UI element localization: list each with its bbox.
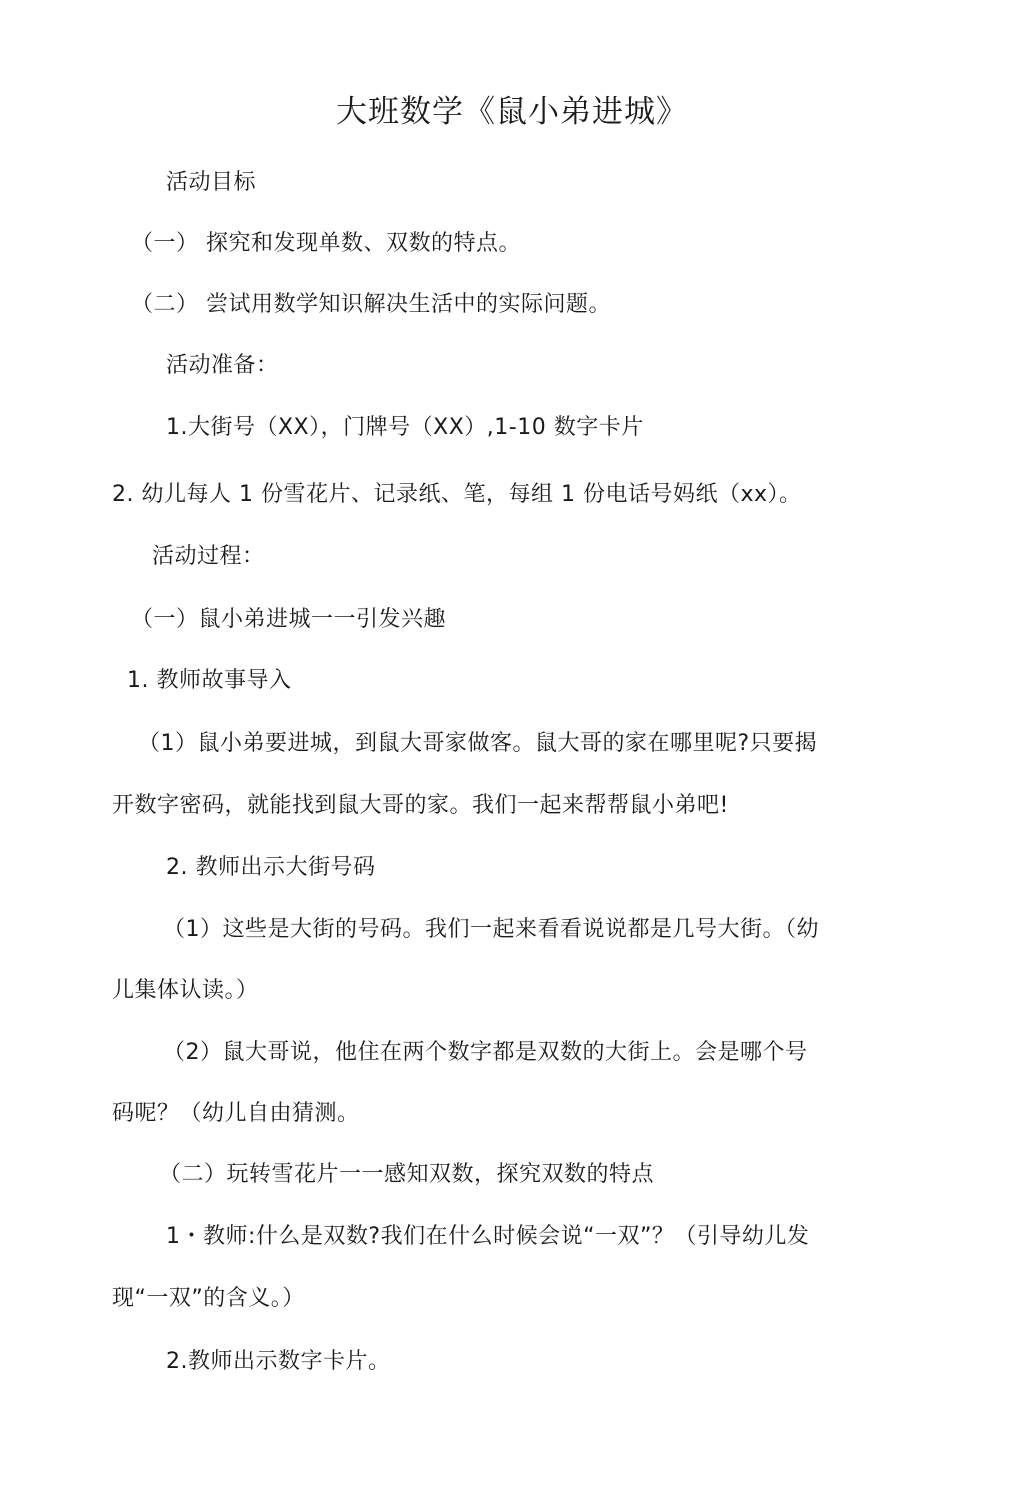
process-step-2-paragraph-2-line-1: （2）鼠大哥说，他住在两个数字都是双数的大街上。会是哪个号	[163, 1040, 808, 1065]
heading-activity-goals: 活动目标	[166, 170, 257, 195]
process-section-2-step-1-line-1: 1・教师:什么是双数?我们在什么时候会说“一双”？（引导幼儿发	[166, 1224, 810, 1249]
process-step-2-paragraph-2-line-2: 码呢？（幼儿自由猜测。	[112, 1101, 360, 1126]
process-section-2-step-1-line-2: 现“一双”的含义。）	[112, 1286, 305, 1311]
process-step-2-paragraph-1-line-1: （1）这些是大街的号码。我们一起来看看说说都是几号大街。（幼	[163, 917, 819, 942]
preparation-item-1: 1.大街号（XX），门牌号（XX）,1-10 数字卡片	[166, 415, 644, 440]
process-step-2-paragraph-1-line-2: 儿集体认读。）	[112, 978, 259, 1003]
process-step-1-paragraph-line-2: 开数字密码，就能找到鼠大哥的家。我们一起来帮帮鼠小弟吧!	[112, 793, 729, 818]
process-step-1-paragraph-line-1: （1）鼠小弟要进城，到鼠大哥家做客。鼠大哥的家在哪里呢?只要揭	[138, 731, 818, 756]
process-step-1: 1. 教师故事导入	[127, 668, 292, 693]
process-section-1: （一）鼠小弟进城一一引发兴趣	[131, 607, 447, 632]
goal-item-1: （一） 探究和发现单数、双数的特点。	[131, 231, 521, 256]
document-title: 大班数学《鼠小弟进城》	[336, 94, 688, 130]
heading-activity-preparation: 活动准备：	[166, 353, 279, 378]
process-section-2-step-2: 2.教师出示数字卡片。	[166, 1349, 391, 1374]
heading-activity-process: 活动过程：	[152, 544, 265, 569]
goal-item-2: （二） 尝试用数学知识解决生活中的实际问题。	[131, 292, 611, 317]
process-step-2: 2. 教师出示大街号码	[166, 855, 376, 880]
preparation-item-2: 2. 幼儿每人 1 份雪花片、记录纸、笔，每组 1 份电话号妈纸（xx）。	[112, 482, 802, 507]
process-section-2: （二）玩转雪花片一一感知双数，探究双数的特点	[159, 1162, 655, 1187]
